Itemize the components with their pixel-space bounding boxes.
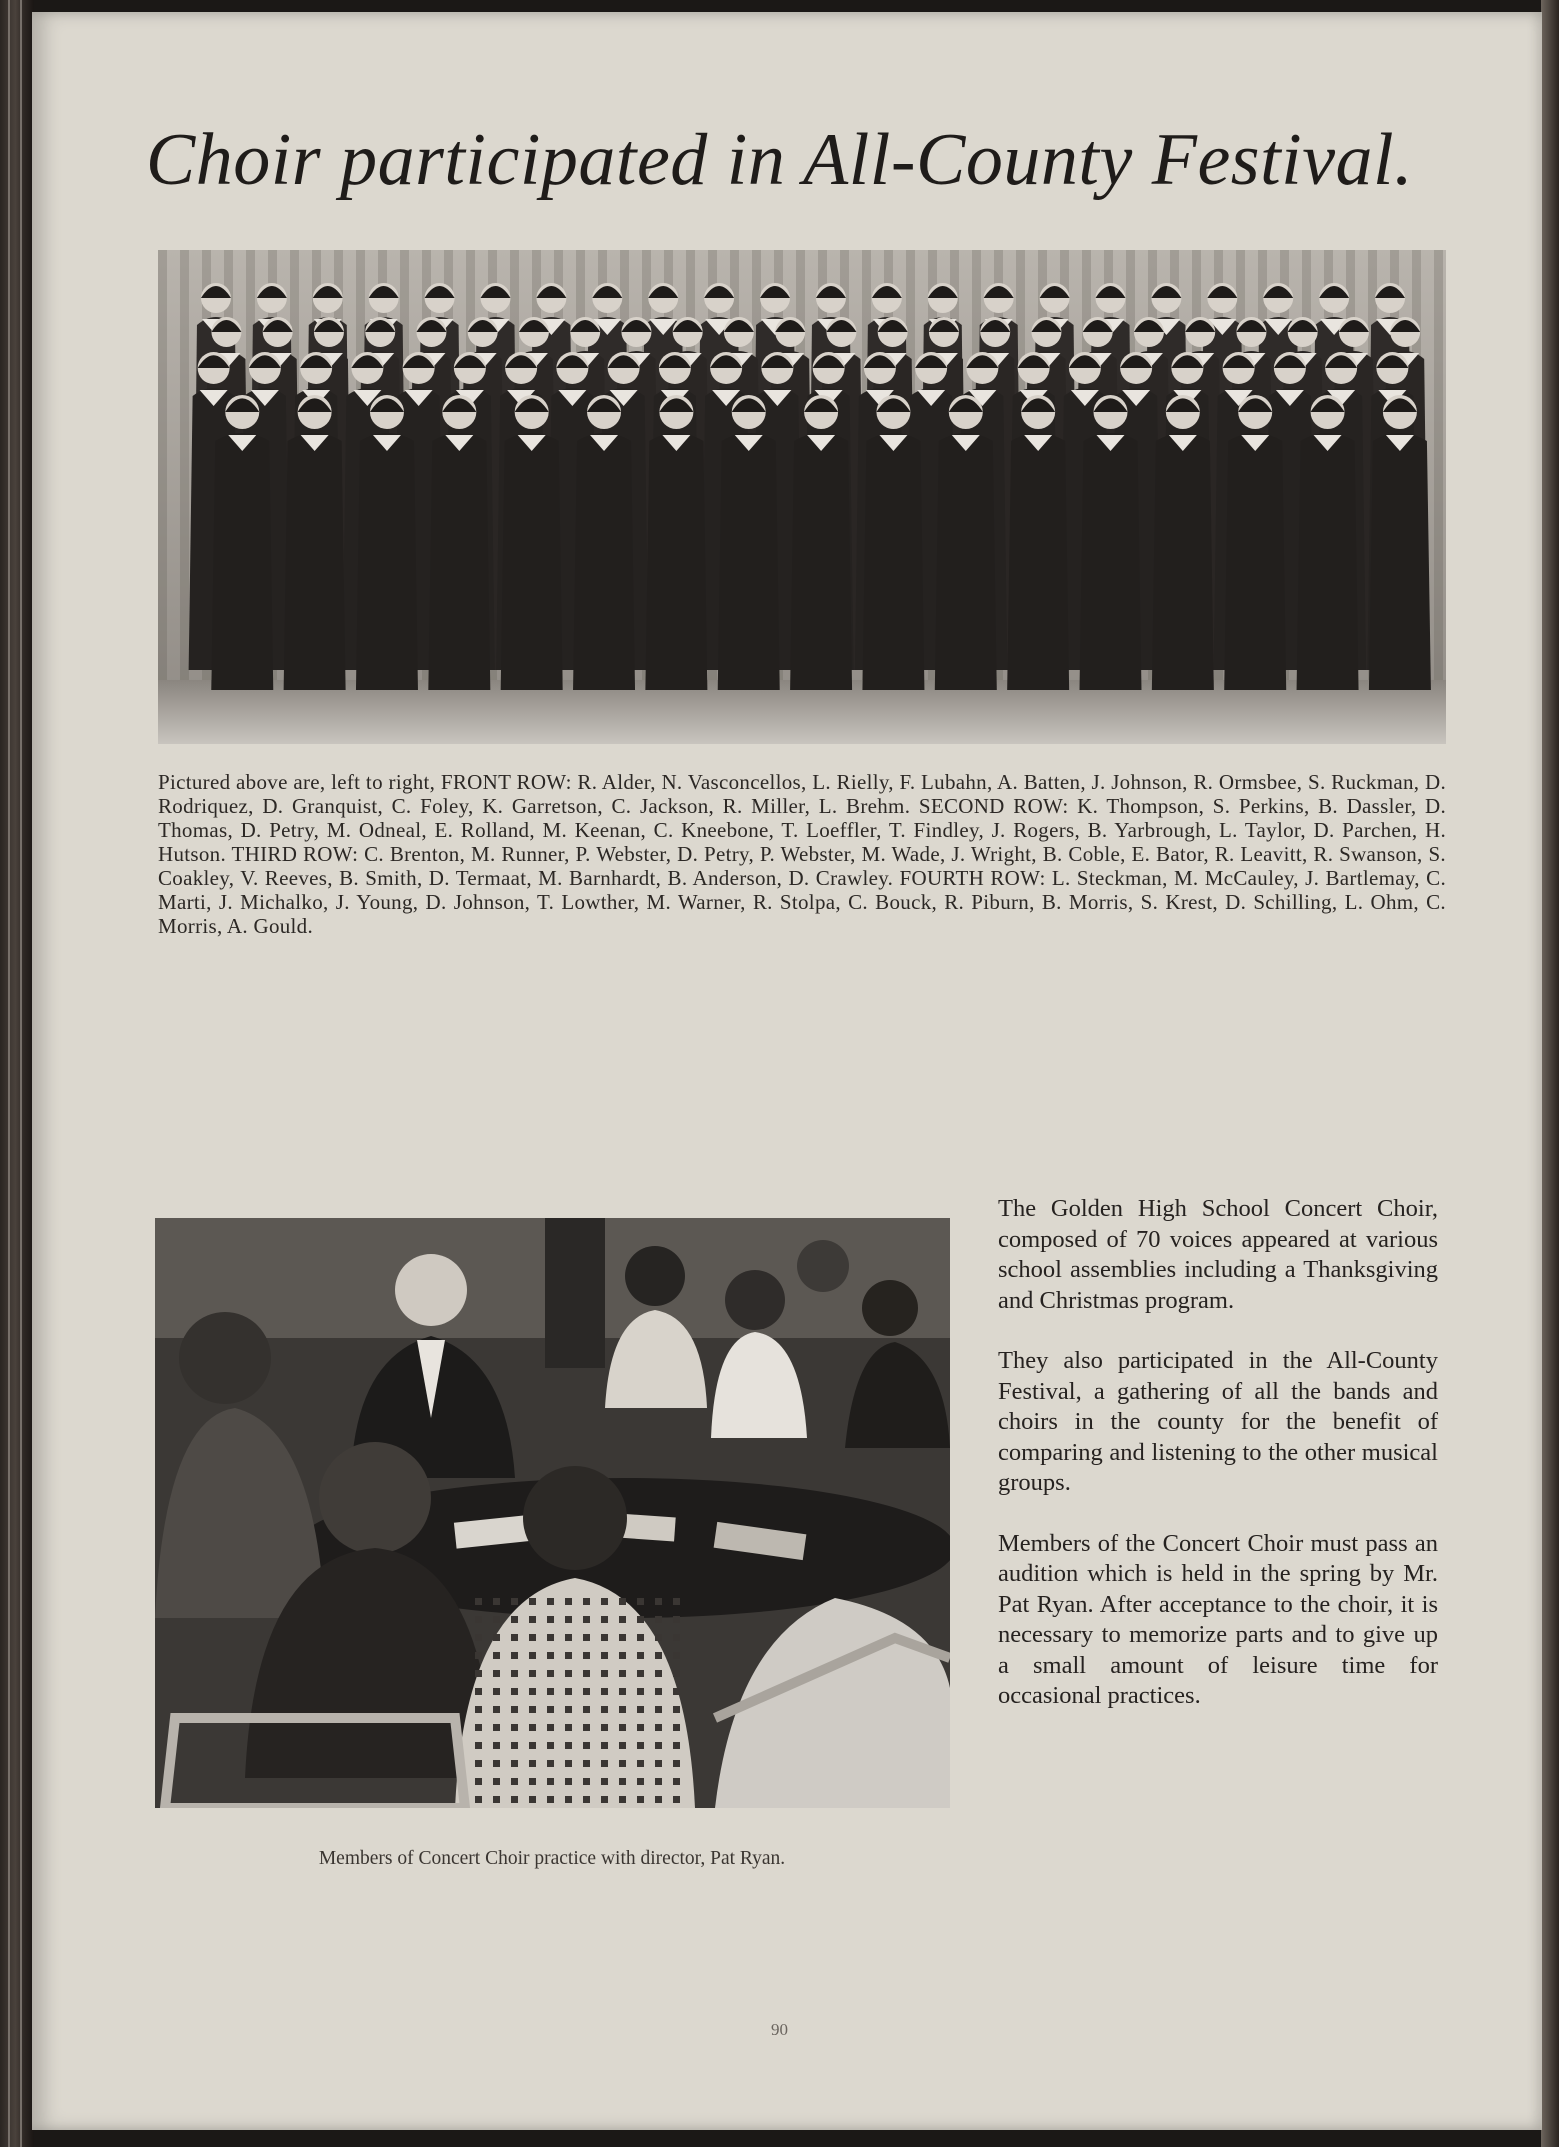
page-edge (1541, 0, 1559, 2147)
article-body (998, 1194, 1438, 1742)
body-paragraph: They also participated in the All-County Festival, a gathering of all the bands and choirs in the county for the benefit of comparing and listening to the other musical groups. (998, 1347, 1438, 1496)
page-number: 90 (771, 2020, 788, 2039)
body-paragraph: The Golden High School Concert Choir, composed of 70 voices appeared at various school assemblies including a Thanksgiving and Christmas program. (998, 1195, 1438, 1314)
choir-group-photo (158, 250, 1446, 744)
group-photo-caption: Pictured above are, left to right, FRONT ROW: R. Alder, N. Vasconcellos, L. Rielly, F. Lubahn, A. Batten, J. Johnson, R. Ormsbee, S. Ruckman, D. Rodriquez, D. Granquist, C. Foley, K. Garretson, C. Jackson, R. Miller, L. Brehm. SECOND ROW: K. Thompson, S. Perkins, B. Dassler, D. Thomas, D. Petry, M. Odneal, E. Rolland, M. Keenan, C. Kneebone, T. Loeffler, T. Findley, J. Rogers, B. Yarbrough, L. Taylor, D. Parchen, H. Hutson. THIRD ROW: C. Brenton, M. Runner, P. Webster, D. Petry, P. Webster, M. Wade, J. Wright, B. Coble, E. Bator, R. Leavitt, R. Swanson, S. Coakley, V. Reeves, B. Smith, D. Termaat, M. Barnhardt, B. Anderson, D. Crawley. FOURTH ROW: L. Steckman, M. McCauley, J. Bartlemay, C. Marti, J. Michalko, J. Young, D. Johnson, T. Lowther, M. Warner, R. Stolpa, C. Bouck, R. Piburn, B. Morris, S. Krest, D. Schilling, L. Ohm, C. Morris, A. Gould. (158, 770, 1446, 938)
book-binding (0, 0, 34, 2147)
practice-photo-caption: Members of Concert Choir practice with director, Pat Ryan. (318, 1848, 786, 1869)
page-heading: Choir participated in All-County Festival. (145, 119, 1414, 201)
choir-practice-photo (155, 1218, 950, 1808)
body-paragraph: Members of the Concert Choir must pass an audition which is held in the spring by Mr. Pat Ryan. After acceptance to the choir, it is necessary to memorize parts and to give up a small amount of leisure time for occasional practices. (998, 1529, 1438, 1709)
